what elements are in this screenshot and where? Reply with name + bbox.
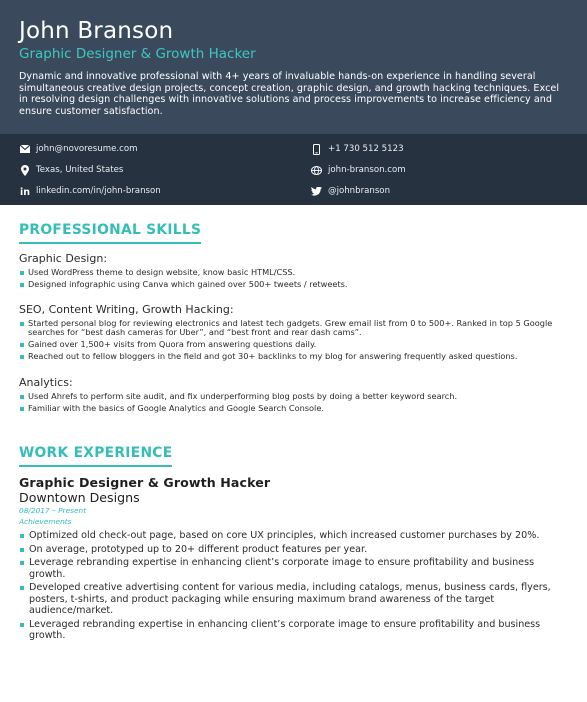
resume-header (0, 0, 587, 134)
skill-group-analytics (19, 376, 568, 413)
achievements-label: Achievements (19, 517, 72, 527)
twitter-icon (311, 186, 322, 197)
work-section (0, 442, 587, 641)
globe-icon (311, 165, 322, 176)
envelope-icon (19, 144, 30, 155)
contact-location (19, 164, 123, 176)
contact-phone[interactable] (311, 143, 404, 155)
skills-heading: PROFESSIONAL SKILLS (19, 221, 201, 244)
contact-twitter[interactable] (311, 185, 390, 197)
summary-paragraph: Dynamic and innovative professional with 4+ years of invaluable hands-on experience in handling several simultaneous creative design projects, concept creation, graphic design, and growth hacking techniques. Excel in resolving design challenges with innovative solutions and process improvements to increase efficiency and ensure customer satisfaction. (19, 71, 560, 117)
email-text: john@novoresume.com (36, 144, 138, 154)
job-title: Graphic Designer & Growth Hacker (19, 475, 271, 491)
skill-group-graphic-design (19, 252, 568, 289)
list-item: Familiar with the basics of Google Analytics and Google Search Console. (19, 404, 568, 414)
list-item: Optimized old check-out page, based on core UX principles, which increased customer purchases by 20%. (19, 530, 568, 541)
skill-group-title: SEO, Content Writing, Growth Hacking: (19, 303, 234, 317)
job-dates: 08/2017 – Present (19, 506, 87, 516)
company-name: Downtown Designs (19, 490, 140, 506)
list-item: Gained over 1,500+ visits from Quora from answering questions daily. (19, 340, 568, 350)
list-item: Developed creative advertising content for various media, including catalogs, menus, business cards, flyers, posters, t-shirts, and product packaging while ensuring maximum brand awareness of the target audience/market. (19, 582, 568, 616)
location-pin-icon (19, 165, 30, 176)
list-item: Designed infographic using Canva which gained over 500+ tweets / retweets. (19, 280, 568, 290)
work-heading: WORK EXPERIENCE (19, 444, 172, 467)
list-item: On average, prototyped up to 20+ different product features per year. (19, 544, 568, 555)
location-text: Texas, United States (36, 165, 124, 175)
list-item: Reached out to fellow bloggers in the field and got 30+ backlinks to my blog for answering frequently asked questions. (19, 352, 568, 362)
skill-list (19, 392, 568, 414)
achievements-list (19, 530, 568, 642)
contact-email[interactable] (19, 143, 137, 155)
candidate-name: John Branson (19, 18, 174, 44)
linkedin-text: linkedin.com/in/john-branson (36, 186, 161, 196)
skill-list (19, 319, 568, 362)
phone-text: +1 730 512 5123 (328, 144, 404, 154)
list-item: Used WordPress theme to design website, know basic HTML/CSS. (19, 268, 568, 278)
website-text: john-branson.com (328, 165, 406, 175)
list-item: Used Ahrefs to perform site audit, and fix underperforming blog posts by doing a better keyword search. (19, 392, 568, 402)
contact-website[interactable] (311, 164, 406, 176)
list-item: Leveraged rebranding expertise in enhancing client’s corporate image to ensure profitability and business growth. (19, 619, 568, 642)
skill-list (19, 268, 568, 290)
list-item: Started personal blog for reviewing electronics and latest tech gadgets. Grew email list from 0 to 500+. Ranked in top 5 Google searches for “best dash cameras for Uber”, and “best front and rear dash cams”. (19, 319, 568, 338)
skill-group-title: Graphic Design: (19, 252, 108, 265)
svg-text:in: in (19, 187, 30, 196)
linkedin-icon (19, 186, 30, 197)
twitter-text: @johnbranson (328, 186, 391, 196)
skill-group-seo (19, 303, 568, 362)
phone-icon (311, 144, 322, 155)
contact-linkedin[interactable] (19, 185, 161, 197)
candidate-title: Graphic Designer & Growth Hacker (19, 46, 256, 62)
skill-group-title: Analytics: (19, 376, 73, 390)
list-item: Leverage rebranding expertise in enhancing client’s corporate image to ensure profitability and business growth. (19, 557, 568, 580)
skills-section (0, 219, 587, 413)
contact-bar (0, 134, 587, 205)
